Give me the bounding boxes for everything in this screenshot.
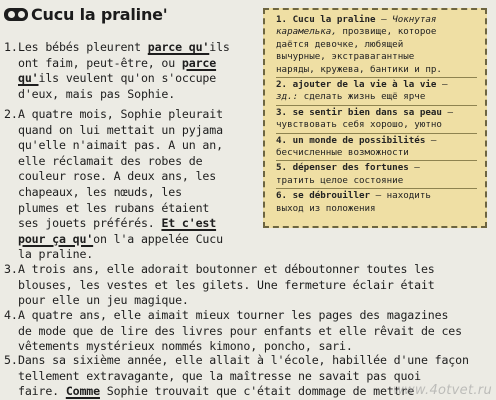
vocabulary-item-4 [276,135,477,162]
vocabulary-box [263,8,487,228]
highlighted-phrase: Comme [65,384,100,399]
text-run: ont faim, peut-être, ou [18,55,182,70]
vocabulary-translation: бесчисленные возможности [276,147,409,159]
text-run: Sophie trouvait que c'était dommage de mettre [99,384,415,399]
text-line [18,169,223,185]
vocabulary-translation: — [425,134,437,146]
vocabulary-translation: даётся девочке, любящей [276,38,404,50]
text-run: elle réclamait des robes de [18,153,203,168]
vocabulary-term: 5. dépenser des fortunes [276,162,409,174]
text-line [18,71,230,87]
text-line [18,353,469,369]
text-run: la praline. [18,247,94,262]
vocabulary-line [276,91,477,103]
text-line [18,216,223,232]
vocabulary-line [276,107,477,119]
text-run: qu'elle n'aimait pas. A un an, [18,138,223,153]
text-run: de mode que de lire des livres pour enfants et elle rêvait de ces [18,323,462,338]
paragraph-number: 5. [4,353,18,367]
vocabulary-translation: вычурные, экстравагантные [276,51,415,63]
text-line [18,247,223,263]
text-run: Les bébés pleurent [18,40,148,54]
paragraph-number: 2. [4,107,18,121]
highlighted-phrase: qu' [18,71,39,86]
highlighted-phrase: parce [181,55,217,70]
text-line [18,278,435,294]
text-line [18,138,223,154]
paragraph-body [18,40,230,102]
text-line [18,87,230,103]
text-line [18,154,223,170]
text-line [18,308,462,324]
text-line [18,185,223,201]
title-row [4,3,167,25]
text-run: faire. [18,384,66,399]
highlighted-phrase: pour ça qu' [18,231,94,246]
highlighted-phrase: Et c'est [161,216,217,231]
vocabulary-term: 4. un monde de possibilités [276,134,426,146]
text-run: plumes et les rubans étaient [18,200,210,215]
text-line [18,293,435,309]
vocabulary-line [276,51,477,63]
vocabulary-line [276,147,477,159]
vocabulary-line [276,203,477,215]
text-line [18,123,223,139]
vocabulary-item-3 [276,107,477,134]
vocabulary-line [276,39,477,51]
text-line [18,232,223,248]
vocabulary-translation: — [441,106,454,118]
text-run: vêtements mystérieux nommés kimono, poncho, sari. [18,339,353,354]
vocabulary-term: 2. ajouter de la vie à la vie [276,79,437,91]
vocabulary-line [276,119,477,131]
text-run: A quatre ans, elle aimait mieux tourner les pages des magazines [18,308,449,322]
text-run: ils [209,40,230,54]
vocabulary-term: 1. Cucu la praline [276,14,376,25]
paragraph-body [18,262,435,309]
text-run: A trois ans, elle adorait boutonner et déboutonner toutes les [18,262,435,276]
text-run: A quatre mois, Sophie pleurait [18,107,223,121]
text-line [18,324,462,340]
text-run: on l'a appelée Cucu [93,231,223,246]
paragraph-number: 4. [4,308,18,322]
text-run: pour elle un jeu magique. [18,293,189,308]
vocabulary-translation: сделать жизнь ещё ярче [298,91,426,103]
paragraph-number: 3. [4,262,18,276]
vocabulary-translation: карамелька, [276,26,337,38]
vocabulary-item-6 [276,190,477,216]
vocabulary-translation: наряды, кружева, бантики и пр. [276,63,442,75]
vocabulary-line [276,135,477,147]
audio-icon[interactable] [4,8,28,21]
vocabulary-line [276,64,477,76]
vocabulary-translation: выход из положения [276,202,376,214]
vocabulary-item-2 [276,79,477,106]
vocabulary-item-5 [276,162,477,189]
vocabulary-translation: — находить [370,190,431,202]
text-run: ils veulent qu'on s'occupe [38,71,217,86]
page-title: Cucu la praline' [31,4,168,24]
paragraph-body [18,107,223,263]
paragraph-body [18,308,462,355]
vocabulary-line [276,162,477,174]
vocabulary-translation: прозвище, которое [336,26,437,38]
vocabulary-translation: — [436,79,448,91]
text-run: ses jouets préférés. [18,216,162,231]
vocabulary-line [276,14,477,26]
vocabulary-translation: — [408,162,420,174]
vocabulary-line [276,190,477,202]
vocabulary-term: 3. se sentir bien dans sa peau [276,106,442,118]
text-run: blouses, les vestes et les gilets. Une fermeture éclair était [18,277,435,292]
vocabulary-translation: чувствовать себя хорошо, уютно [276,119,442,131]
vocabulary-translation: зд.: [276,91,299,103]
vocabulary-translation: тратить целое состояние [276,174,404,186]
paragraph-number: 1. [4,40,18,54]
text-line [18,107,223,123]
vocabulary-translation: Чокнутая [392,14,437,25]
highlighted-phrase: parce qu' [147,40,210,54]
text-line [18,56,230,72]
vocabulary-item-1 [276,14,477,78]
vocabulary-term: 6. se débrouiller [276,190,371,202]
text-run: tellement extravagante, que la maîtresse ne savait pas quoi [18,368,421,383]
text-line [18,369,469,385]
text-run: couleur rose. A deux ans, les [18,169,217,184]
vocabulary-line [276,175,477,187]
text-line [18,201,223,217]
vocabulary-translation: — [375,14,393,25]
text-run: d'eux, mais pas Sophie. [18,86,176,101]
vocabulary-line [276,26,477,38]
text-run: quand on lui mettait un pyjama [18,122,223,137]
text-line [18,40,230,56]
text-run: Dans sa sixième année, elle allait à l'école, habillée d'une façon [18,353,469,367]
vocabulary-line [276,79,477,91]
text-line [18,262,435,278]
text-run: chapeaux, les nœuds, les [18,184,182,199]
watermark: www.4otvet.ru [393,383,492,398]
